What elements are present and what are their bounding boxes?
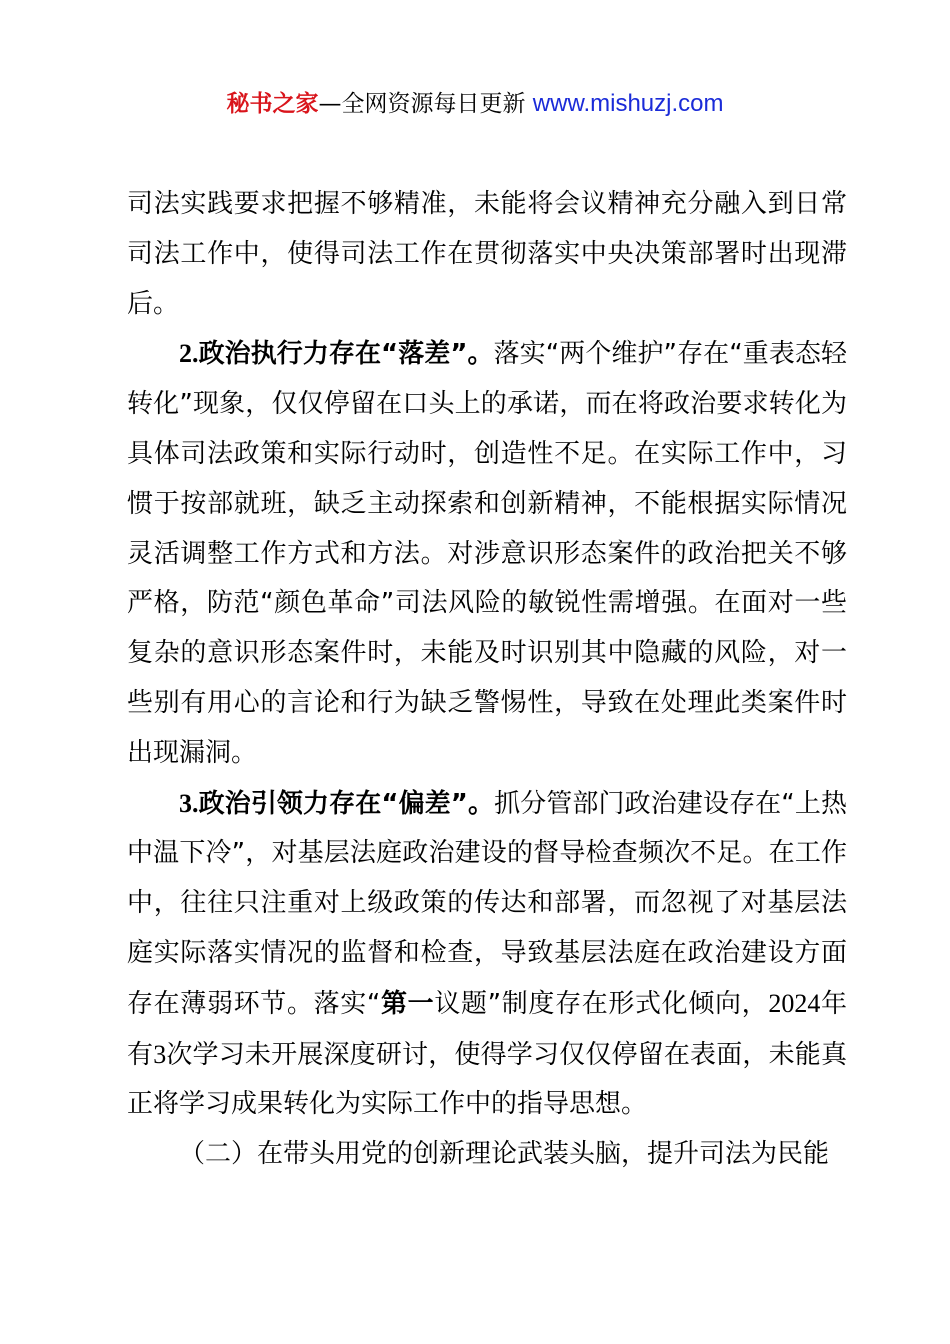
- paragraph-3-count: 3: [153, 1039, 167, 1069]
- paragraph-2: [127, 329, 847, 778]
- paragraph-2-heading: [179, 339, 494, 369]
- document-body: [127, 180, 847, 1180]
- paragraph-3-text-d: 次学习未开展深度研讨，使得学习仅仅停留在表面，未能真正将学习成果转化为实际工作中的指导思想。: [127, 1039, 847, 1120]
- page-header: [0, 86, 950, 122]
- paragraph-3-bold: 第一: [380, 988, 435, 1019]
- paragraph-3-number: 3.: [179, 788, 199, 818]
- paragraph-3-text-c: 年有: [127, 988, 847, 1070]
- paragraph-2-number: 2.: [179, 339, 199, 369]
- brand-name: 秘书之家: [226, 91, 319, 117]
- header-tagline: —全网资源每日更新: [318, 91, 526, 117]
- paragraph-3-heading: [179, 789, 494, 819]
- paragraph-3-lead: 政治引领力存在“偏差”。: [198, 788, 495, 819]
- paragraph-3-text-b: 议题”制度存在形式化倾向，: [434, 988, 769, 1019]
- paragraph-2-lead: 政治执行力存在“落差”。: [198, 339, 494, 370]
- paragraph-3-year: 2024: [768, 988, 821, 1018]
- paragraph-1: 司法实践要求把握不够精准，未能将会议精神充分融入到日常司法工作中，使得司法工作在贯彻落实中央决策部署时出现滞后。: [127, 189, 847, 319]
- paragraph-2-text: 落实“两个维护”存在“重表态轻转化”现象，仅仅停留在口头上的承诺，而在将政治要求转化为具体司法政策和实际行动时，创造性不足。在实际工作中，习惯于按部就班，缺乏主动探索和创新精神，不能根据实际情况灵活调整工作方式和方法。对涉意识形态案件的政治把关不够严格，防范“颜色革命”司法风险的敏锐性需增强。在面对一些复杂的意识形态案件时，未能及时识别其中隐藏的风险，对一些别有用心的言论和行为缺乏警惕性，导致在处理此类案件时出现漏洞。: [127, 339, 847, 768]
- site-url[interactable]: www.mishuzj.com: [532, 90, 724, 117]
- paragraph-4: （二）在带头用党的创新理论武装头脑，提升司法为民能: [179, 1139, 830, 1170]
- paragraph-3: [127, 779, 847, 1131]
- paragraph-3-text-a: 抓分管部门政治建设存在“上热中温下冷”，对基层法庭政治建设的督导检查频次不足。在工作中，往往只注重对上级政策的传达和部署，而忽视了对基层法庭实际落实情况的监督和检查，导致基层法庭在政治建设方面存在薄弱环节。落实“: [127, 788, 847, 1019]
